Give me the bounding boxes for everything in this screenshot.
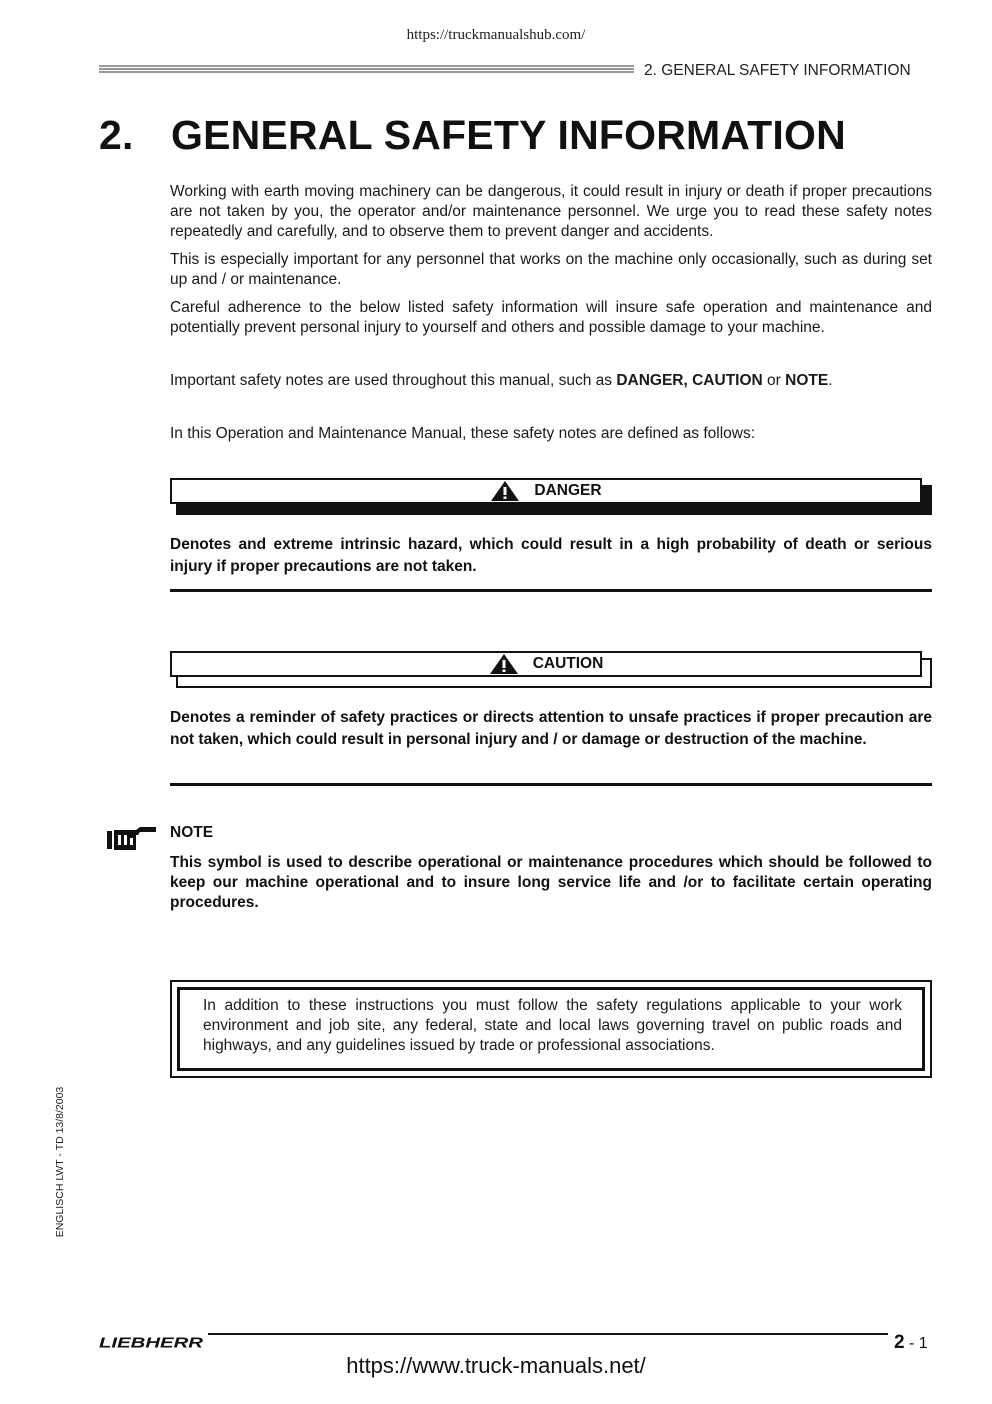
p4-mid: or [762,372,786,389]
p4-bold-danger-caution: DANGER, CAUTION [616,372,763,389]
liebherr-logo [99,1335,205,1349]
p4-prefix: Important safety notes are used throughout this manual, such as [170,372,617,389]
chapter-number: 2 [894,1332,905,1353]
pointing-hand-icon [106,826,158,852]
warning-triangle-icon [489,653,519,675]
intro-paragraph-3: Careful adherence to the below listed safety information will insure safe operation and maintenance and potentially prevent personal injury to yourself and others and possible damage to your machine. [170,299,932,336]
danger-label: DANGER [534,482,602,499]
intro-paragraph-5: In this Operation and Maintenance Manual, these safety notes are defined as follows: [170,425,756,442]
danger-divider [170,589,932,592]
caution-divider [170,783,932,786]
intro-paragraph-1: Working with earth moving machinery can be dangerous, it could result in injury or death if proper precautions are not taken by you, the operator and/or maintenance personnel. We urge you to read these safety notes repeatedly and carefully, and to observe them to prevent danger and accidents. [170,183,932,240]
bottom-url[interactable]: https://www.truck-manuals.net/ [346,1353,646,1378]
intro-paragraph-2: This is especially important for any personnel that works on the machine only occasionally, such as during set up and / or maintenance. [170,251,932,288]
header-section-title: 2. GENERAL SAFETY INFORMATION [644,62,911,79]
framed-notice-text: In addition to these instructions you must follow the safety regulations applicable to your work environment and job site, any federal, state and local laws governing travel on public roads and highways, and any guidelines issued by trade or professional associations. [203,997,902,1054]
header-rule [99,65,634,73]
caution-label: CAUTION [532,655,604,672]
p4-bold-note: NOTE [785,372,829,389]
warning-triangle-icon [490,480,520,502]
caution-header-box [170,651,922,677]
danger-description: Denotes and extreme intrinsic hazard, which could result in a high probability of death or serious injury if proper precautions are not taken. [170,536,932,575]
page-title [99,112,846,159]
note-label: NOTE [170,824,214,841]
section-number: 2. [99,112,134,158]
intro-paragraph-4 [170,371,932,391]
p4-suffix: . [828,372,833,389]
caution-description: Denotes a reminder of safety practices or directs attention to unsafe practices if proper precaution are not taken, which could result in personal injury and / or damage or destruction of the machine. [170,709,932,748]
footer-rule [208,1333,888,1335]
note-description: This symbol is used to describe operational or maintenance procedures which should be followed to keep our machine operational and to insure long service life and /or to facilitate certain operating procedures. [170,854,932,911]
section-title: GENERAL SAFETY INFORMATION [171,112,846,158]
page-separator: - [904,1335,919,1352]
top-url[interactable]: https://truckmanualshub.com/ [406,27,586,43]
page-index: 1 [918,1335,928,1352]
svg-text:LIEBHERR: LIEBHERR [99,1335,204,1349]
page-number [894,1332,928,1354]
side-document-label: ENGLISCH LWT - TD 13/8/2003 [54,1086,66,1238]
danger-header-box [170,478,922,504]
